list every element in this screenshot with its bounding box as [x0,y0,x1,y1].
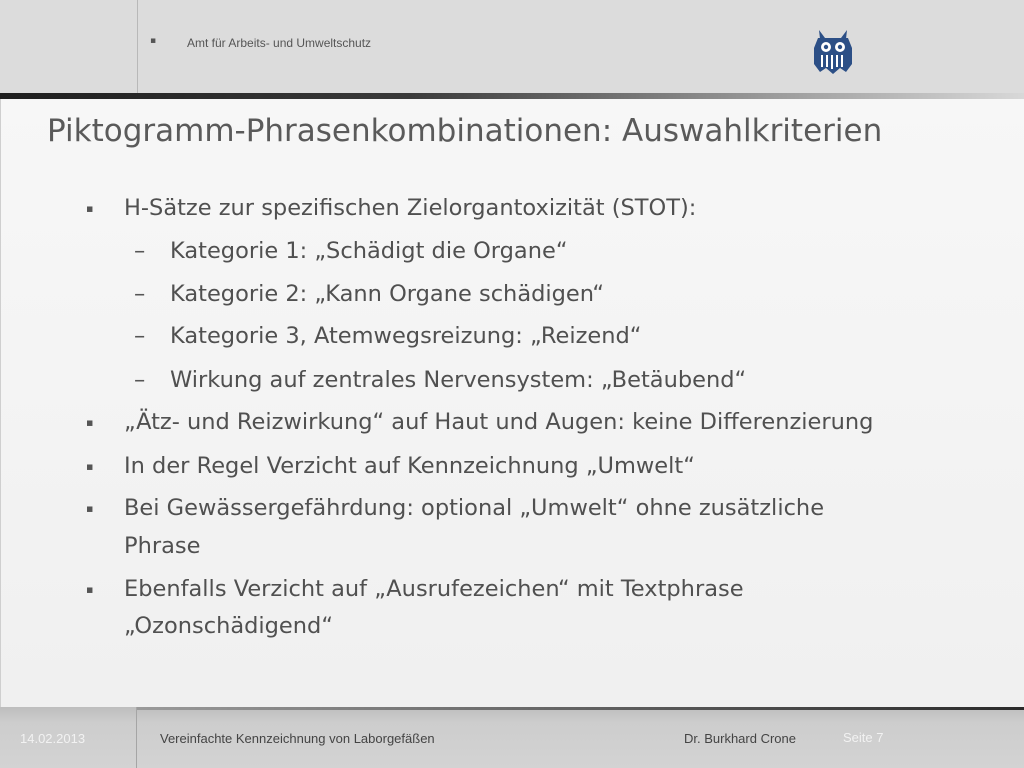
footer-rule [137,707,1024,710]
bullet-icon: ▪ [86,416,94,429]
list-item-text: „Ozonschädigend“ [124,613,333,639]
footer-divider [136,707,137,768]
department-name: Amt für Arbeits- und Umweltschutz [187,36,372,50]
footer-title: Vereinfachte Kennzeichnung von Laborgefäßen [160,731,435,746]
header-bar [0,0,1024,93]
list-item-text: Bei Gewässergefährdung: optional „Umwelt“ ohne zusätzliche [124,495,825,521]
list-item-text: Kategorie 1: „Schädigt die Organe“ [170,238,568,264]
dash-icon: – [134,323,146,349]
bullet-icon: ▪ [86,583,94,596]
list-item-text: H-Sätze zur spezifischen Zielorgantoxizität (STOT): [124,195,697,221]
slide-title: Piktogramm-Phrasenkombinationen: Auswahlkriterien [47,113,883,149]
bullet-icon: ▪ [86,460,94,473]
dash-icon: – [134,238,146,264]
bullet-icon: ▪ [86,202,94,215]
owl-logo-icon [810,28,856,76]
bullet-icon: ▪ [86,502,94,515]
list-item-text: Wirkung auf zentrales Nervensystem: „Betäubend“ [170,367,747,393]
list-item-text: Phrase [124,533,201,559]
dash-icon: – [134,367,146,393]
footer-date: 14.02.2013 [20,731,86,746]
header-bullet: ▪ [150,36,157,46]
dash-icon: – [134,281,146,307]
list-item-text: Kategorie 2: „Kann Organe schädigen“ [170,281,605,307]
footer-author: Dr. Burkhard Crone [684,731,796,746]
page-number: Seite 7 [843,730,884,745]
list-item-text: Ebenfalls Verzicht auf „Ausrufezeichen“ mit Textphrase [124,576,744,602]
list-item-text: „Ätz- und Reizwirkung“ auf Haut und Augen: keine Differenzierung [124,409,874,435]
header-divider [137,0,138,93]
list-item-text: In der Regel Verzicht auf Kennzeichnung „Umwelt“ [124,453,695,479]
list-item-text: Kategorie 3, Atemwegsreizung: „Reizend“ [170,323,642,349]
